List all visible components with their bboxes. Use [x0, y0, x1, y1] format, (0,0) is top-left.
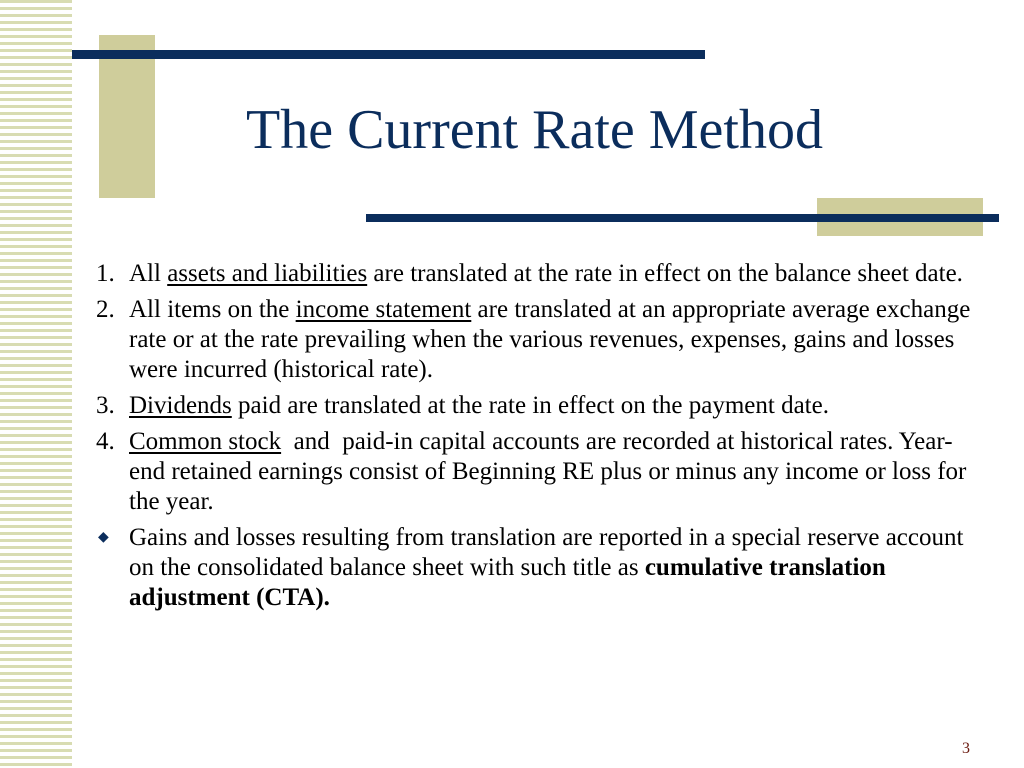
- numbered-item: [96, 427, 976, 517]
- slide-title: The Current Rate Method: [246, 99, 823, 161]
- item-text-post: are translated at the rate in effect on the balance sheet date.: [367, 260, 963, 287]
- item-key-term: assets and liabilities: [167, 260, 368, 287]
- item-text: [129, 392, 829, 419]
- item-text-post: paid are translated at the rate in effect on the payment date.: [231, 392, 829, 419]
- item-number: 1.: [96, 260, 115, 287]
- item-text: [129, 428, 973, 515]
- item-key-term: Dividends: [129, 392, 232, 419]
- title-rule-top: [72, 50, 705, 59]
- numbered-item: [96, 259, 976, 289]
- bullet-text-plain: Gains and losses resulting from translation are reported in a special reserve account on the consolidated balance sheet with such title as: [129, 524, 964, 581]
- item-text-pre: All: [129, 260, 168, 287]
- item-number: 2.: [96, 296, 115, 323]
- item-text: [129, 260, 963, 287]
- numbered-item: [96, 295, 976, 385]
- item-number: 4.: [96, 428, 115, 455]
- item-key-term: income statement: [295, 296, 472, 323]
- numbered-item: [96, 391, 976, 421]
- item-text-post: and paid-in capital accounts are recorded at historical rates. Year-end retained earnings consist of Beginning RE plus or minus any income or loss for the year.: [129, 428, 973, 515]
- item-text-pre: All items on the: [129, 296, 296, 323]
- slide-body: [96, 259, 976, 619]
- item-key-term: Common stock: [129, 428, 282, 455]
- item-number: 3.: [96, 392, 115, 419]
- bullet-item: [96, 523, 976, 613]
- accent-block-top: [99, 35, 155, 198]
- diamond-bullet-icon: ◆: [98, 530, 109, 545]
- item-text-post: are translated at an appropriate average exchange rate or at the rate prevailing when the various revenues, expenses, gains and losses were incurred (historical rate).: [129, 296, 971, 383]
- bullet-bold-term: cumulative translation adjustment (CTA).: [129, 554, 886, 611]
- title-rule-bottom: [366, 214, 999, 222]
- bullet-text: [129, 524, 963, 611]
- page-number: 3: [962, 740, 970, 757]
- item-text: [129, 296, 970, 383]
- striped-side-band: [0, 0, 72, 768]
